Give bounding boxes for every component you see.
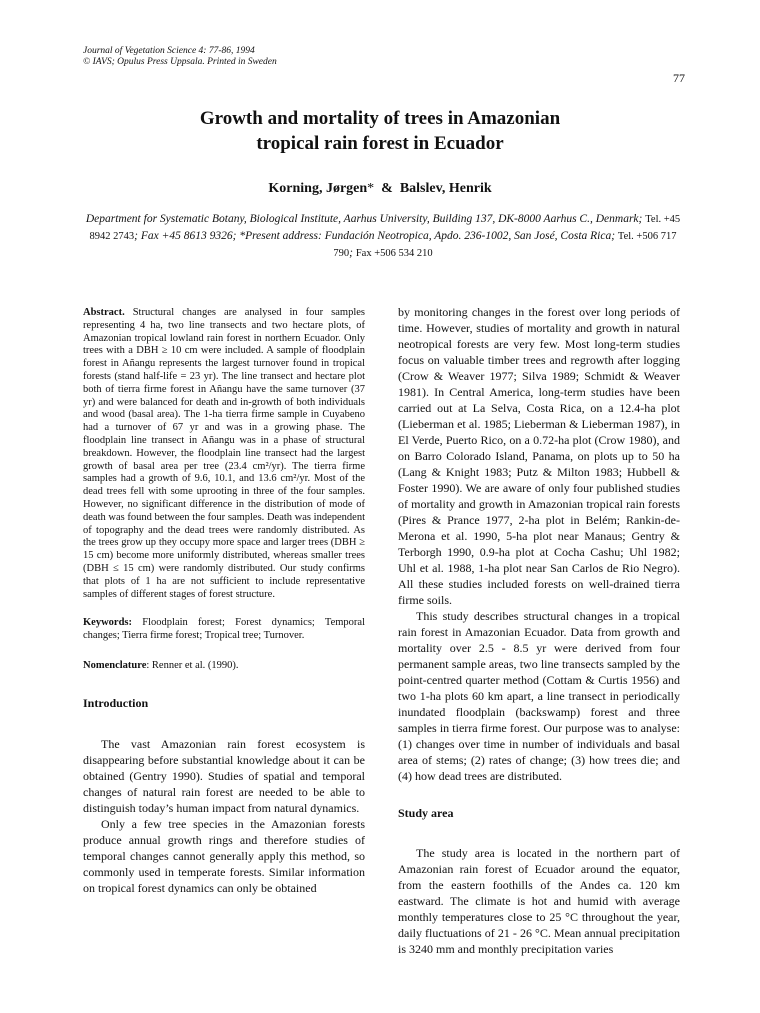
title-line-1: Growth and mortality of trees in Amazonian [199,108,561,129]
study-area-paragraph-1: The study area is located in the northern part of Amazonian rain forest of Ecuador around the equator, from the eastern foothills of the Andes ca. 120 km eastward. The climate is hot and humid with average monthly temperatures close to 25 °C throughout the year, daily fluctuations of 21 - 26 °C. Mean annual precipitation is 3240 mm and monthly precipitation varies [398,846,680,956]
fax-1: Fax +45 8613 9326 [140,230,233,242]
fax-2: Fax +506 534 210 [355,248,433,259]
abstract-text: Structural changes are analysed in four samples representing 4 ha, two line transects and two hectare plots, of Amazonian tropical lowland rain forest in northern Ecuador. Only trees with a DBH ≥ 10 cm were included. A sample of floodplain forest in Añangu represents the largest turnover found in tropical forests (stand half-life = 23 yr). The line transect and hectare plot both of tierra firme forest in Añangu have the same turnover (37 yr) and were balanced for death and in-growth of both individuals and wood (basal area). The 1-ha tierra firme sample in Cuyabeno had a turnover of 67 yr and was in a growing phase. The floodplain line transect in Añangu was in a phase of structural breakdown. However, the floodplain line transect had the largest growth of basal area per tree (23.4 cm²/yr). The tierra firme samples had a growth of 9.6, 10.1, and 13.6 cm²/yr. Most of the dead trees fell with some uprooting in three of the four samples. However, no significant difference in the distribution of mode of death was found between the four samples. Death was independent of topography and the dead trees were randomly distributed. As the trees grow up they occupy more space and larger trees (DBH ≥ 15 cm) become more uniformly distributed, whereas smaller trees (DBH ≤ 15 cm) were randomly distributed. Our study confirms that plots of 1 ha are not sufficient to include representative samples of different stages of forest structure. [83,307,366,600]
introduction-paragraph-3: by monitoring changes in the forest over long periods of time. However, studies of mortality and growth in natural neotropical forests are very few. Most long-term studies focus on valuable timber trees and regrowth after logging (Crow & Weaver 1977; Silva 1989; Schmidt & Weaver 1981). In Central America, long-term studies have been carried out at La Selva, Costa Rica, on a 12.4-ha plot (Lieberman et al. 1985; Lieberman & Lieberman 1987), in El Verde, Puerto Rico, on a 0.72-ha plot (Crow 1980), and on Barro Colorado Island, Panama, on plots up to 50 ha (Lang & Knight 1983; Putz & Milton 1983; Hubbell & Foster 1990). We are aware of only four published studies of mortality and growth in Amazonian tropical rain forests (Pires & Prance 1977, 2-ha plot in Belém; Rankin-de-Merona et al. 1990, 5-ha plot near Manaus; Gentry & Terborgh 1990, 0.9-ha plot at Cocha Cashu; Uhl 1982; Uhl et al. 1988, 1-ha plot near San Carlos de Rio Negro). All these studies included forests on well-drained tierra firme soils. [398,305,680,607]
copyright-line: © IAVS; Opulus Press Uppsala. Printed in Sweden [83,57,277,67]
study-area-heading: Study area [398,806,454,820]
journal-header [83,46,277,68]
introduction-paragraph-4: This study describes structural changes in a tropical rain forest in Amazonian Ecuador. Data from growth and mortality over 2.5 - 8.5 yr were derived from four permanent sample areas, two line transects sampled by the point-centred quarter method (Cottam & Curtis 1956) and two 1-ha plots 60 km apart, a line transect in periodically inundated floodplain (backswamp) forest and three samples in tierra firme forest. Our purpose was to analyse: (1) changes over time in number of individuals and basal area of stems; (2) rates of change; (3) how trees die; and (4) how dead trees are distributed. [398,609,680,783]
affiliation [83,211,683,262]
author-footnote-mark: * [367,181,375,196]
author-balslev: Balslev, Henrik [399,181,492,196]
nomenclature [83,660,365,673]
present-address: ; *Present address: Fundación Neotropica, Apdo. 236-1002, San José, Costa Rica; [232,230,618,242]
journal-citation: Journal of Vegetation Science 4: 77-86, 1994 [83,46,255,56]
abstract-label: Abstract. [83,307,125,318]
keywords [83,617,365,643]
left-column [83,307,365,896]
page-number: 77 [673,71,685,85]
nomenclature-label: Nomenclature [83,659,147,671]
right-column [398,304,680,957]
introduction-paragraph-2: Only a few tree species in the Amazonian forests produce annual growth rings and therefore studies of temporal changes cannot generally apply this method, so commonly used in temperate forests. Similar information on tropical forest dynamics can only be obtained [83,816,365,895]
affiliation-address: Department for Systematic Botany, Biological Institute, Aarhus University, Building 137, DK-8000 Aarhus C., Denmark; [85,213,646,225]
author-separator: & [381,181,393,196]
nomenclature-text: : Renner et al. (1990). [146,659,239,671]
abstract [83,307,365,601]
affiliation-sep-1: ; [134,230,141,242]
paper-title [60,106,700,156]
affiliation-sep-2: ; [349,247,356,259]
telephone-1: Tel. +45 8942 2743 [89,214,681,242]
introduction-heading: Introduction [83,695,149,710]
author-korning: Korning, Jørgen [268,181,368,196]
introduction-paragraph-1: The vast Amazonian rain forest ecosystem is disappearing before substantial knowledge about it can be obtained (Gentry 1990). Studies of spatial and temporal changes of natural rain forest are needed to be able to distinguish today’s human impact from natural dynamics. [83,736,365,815]
telephone-2: Tel. +506 717 790 [333,231,677,259]
author-list [60,181,700,197]
keywords-label: Keywords: [83,617,132,629]
keywords-text: Floodplain forest; Forest dynamics; Temporal changes; Tierra firme forest; Tropical tree; Turnover. [83,617,365,642]
title-line-2: tropical rain forest in Ecuador [256,133,504,154]
